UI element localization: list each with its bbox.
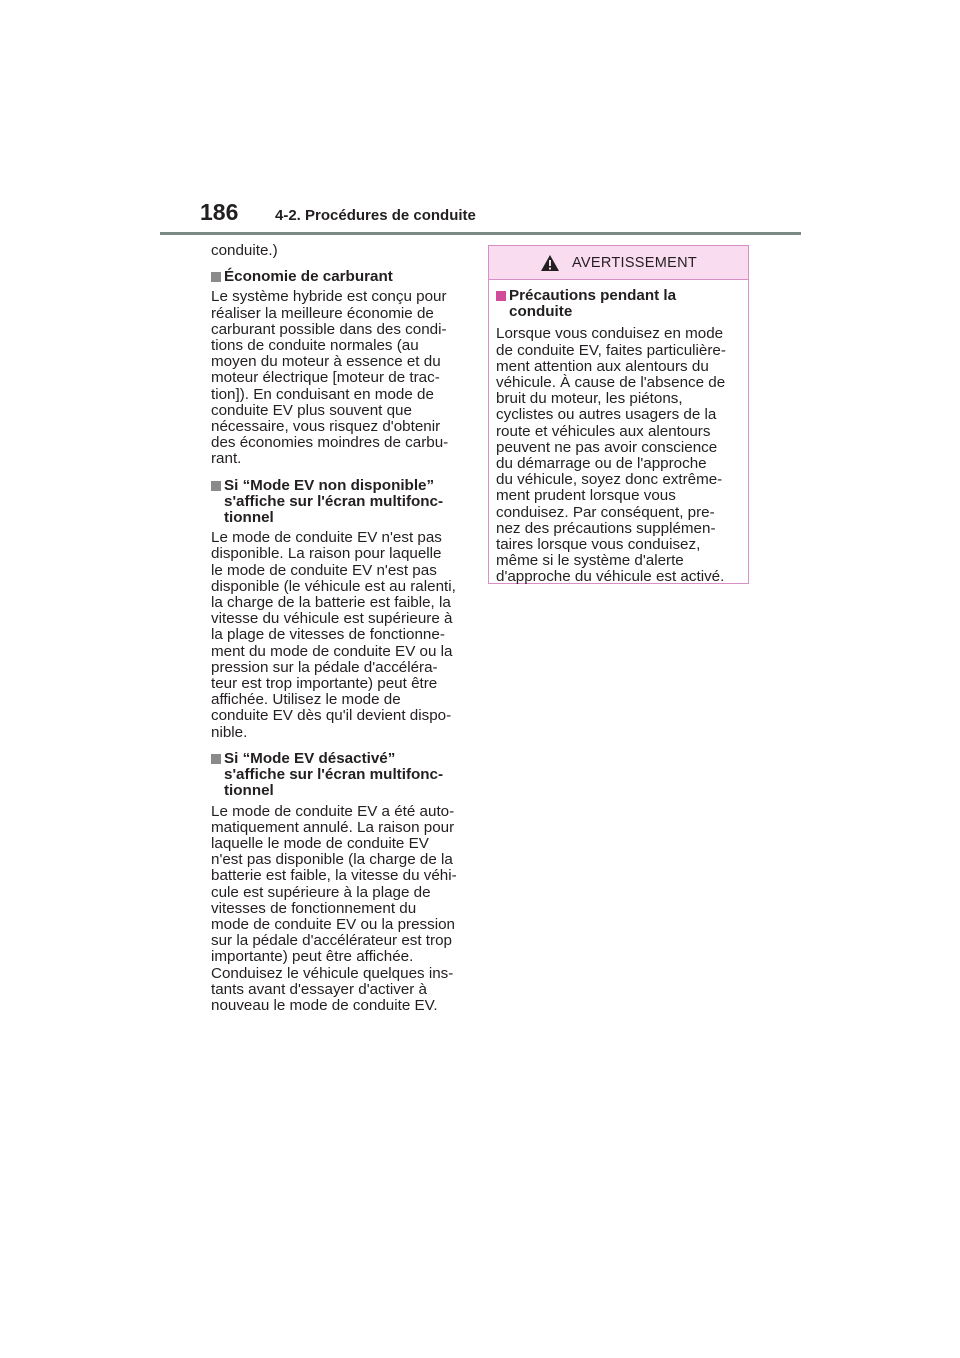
text-line: conduite EV plus souvent que: [211, 401, 412, 419]
text-line: moteur électrique [moteur de trac-: [211, 369, 440, 387]
text-line: Le mode de conduite EV n'est pas: [211, 529, 442, 547]
text-line: batterie est faible, la vitesse du véhi-: [211, 867, 457, 885]
warning-heading: [496, 288, 741, 320]
text-line: conduite EV dès qu'il devient dispo-: [211, 707, 452, 725]
text-line: disponible (le véhicule est au ralenti,: [211, 577, 456, 595]
warning-box: [488, 245, 749, 584]
text-line: Lorsque vous conduisez en mode: [496, 325, 724, 343]
text-line: teur est trop importante) peut être: [211, 675, 438, 693]
text-line: la plage de vitesses de fonctionne-: [211, 626, 445, 644]
text-line: sur la pédale d'accélérateur est trop: [211, 932, 452, 950]
text-line: peuvent ne pas avoir conscience: [496, 438, 718, 456]
text-line: affichée. Utilisez le mode de: [211, 691, 401, 709]
text-line: vitesse du véhicule est supérieure à: [211, 610, 453, 628]
text-line: route et véhicules aux alentours: [496, 422, 711, 440]
square-bullet-icon: [496, 291, 506, 301]
square-bullet-icon: [211, 272, 221, 282]
text-line: nez des précautions supplémen-: [496, 519, 716, 537]
heading-line: tionnel: [224, 509, 274, 527]
section-body-ev-deactivated: [211, 804, 473, 1015]
section-title: 4-2. Procédures de conduite: [275, 207, 476, 224]
warning-text: [496, 326, 741, 585]
square-bullet-icon: [211, 481, 221, 491]
text-line: du démarrage ou de l'approche: [496, 455, 707, 473]
section-heading-fuel-economy: [211, 269, 473, 285]
header-rule: [160, 232, 801, 235]
square-bullet-icon: [211, 754, 221, 764]
text-line: ment du mode de conduite EV ou la: [211, 642, 453, 660]
text-line: d'approche du véhicule est activé.: [496, 568, 725, 586]
text-line: ment attention aux alentours du: [496, 357, 709, 375]
warning-title: AVERTISSEMENT: [571, 254, 698, 271]
heading-line: s'affiche sur l'écran multifonc-: [224, 766, 444, 784]
warning-triangle-icon: [540, 254, 560, 272]
text-line: tion]). En conduisant en mode de: [211, 385, 434, 403]
text-line: nécessaire, vous risquez d'obtenir: [211, 418, 441, 436]
text-line: cule est supérieure à la plage de: [211, 883, 431, 901]
warning-header: [489, 246, 748, 280]
heading-line: Économie de carburant: [224, 268, 393, 286]
text-line: véhicule. À cause de l'absence de: [496, 374, 726, 392]
text-line: conduite.): [211, 242, 278, 259]
section-body-fuel-economy: [211, 289, 473, 467]
heading-line: Précautions pendant la: [509, 287, 677, 304]
text-line: de conduite EV, faites particulière-: [496, 341, 726, 359]
text-line: tants avant d'essayer d'activer à: [211, 980, 428, 998]
heading-line: tionnel: [224, 782, 274, 800]
heading-line: conduite: [509, 303, 573, 321]
text-line: conduisez. Par conséquent, pre-: [496, 503, 715, 521]
text-line: cyclistes ou autres usagers de la: [496, 406, 717, 424]
text-line: Conduisez le véhicule quelques ins-: [211, 964, 454, 982]
text-line: le mode de conduite EV n'est pas: [211, 561, 437, 579]
text-line: rant.: [211, 450, 242, 468]
text-line: vitesses de fonctionnement du: [211, 899, 417, 917]
text-line: n'est pas disponible (la charge de la: [211, 851, 453, 869]
section-body-ev-unavailable: [211, 530, 473, 741]
heading-line: Si “Mode EV désactivé”: [224, 749, 396, 767]
text-line: laquelle le mode de conduite EV: [211, 834, 429, 852]
text-line: nible.: [211, 723, 248, 741]
text-line: tions de conduite normales (au: [211, 337, 419, 355]
text-line: des économies moindres de carbu-: [211, 434, 449, 452]
text-line: Le système hybride est conçu pour: [211, 288, 447, 306]
text-line: disponible. La raison pour laquelle: [211, 545, 442, 563]
text-line: nouveau le mode de conduite EV.: [211, 996, 438, 1014]
section-heading-ev-unavailable: [211, 478, 473, 527]
section-heading-ev-deactivated: [211, 751, 473, 800]
intro-text: [211, 243, 473, 259]
text-line: taires lorsque vous conduisez,: [496, 536, 701, 554]
warning-body: [489, 280, 748, 586]
text-line: carburant possible dans des condi-: [211, 320, 447, 338]
text-line: ment prudent lorsque vous: [496, 487, 676, 505]
text-line: même si le système d'alerte: [496, 552, 684, 570]
text-line: la charge de la batterie est faible, la: [211, 594, 451, 612]
text-line: du véhicule, soyez donc extrême-: [496, 471, 723, 489]
text-line: moyen du moteur à essence et du: [211, 353, 441, 371]
heading-line: s'affiche sur l'écran multifonc-: [224, 492, 444, 510]
text-line: bruit du moteur, les piétons,: [496, 390, 683, 408]
heading-line: Si “Mode EV non disponible”: [224, 476, 435, 494]
text-line: matiquement annulé. La raison pour: [211, 818, 455, 836]
text-line: pression sur la pédale d'accéléra-: [211, 658, 438, 676]
text-line: importante) peut être affichée.: [211, 948, 414, 966]
page-number: 186: [200, 199, 239, 225]
left-column: [211, 243, 473, 1024]
text-line: mode de conduite EV ou la pression: [211, 915, 456, 933]
text-line: Le mode de conduite EV a été auto-: [211, 802, 455, 820]
text-line: réaliser la meilleure économie de: [211, 304, 434, 322]
